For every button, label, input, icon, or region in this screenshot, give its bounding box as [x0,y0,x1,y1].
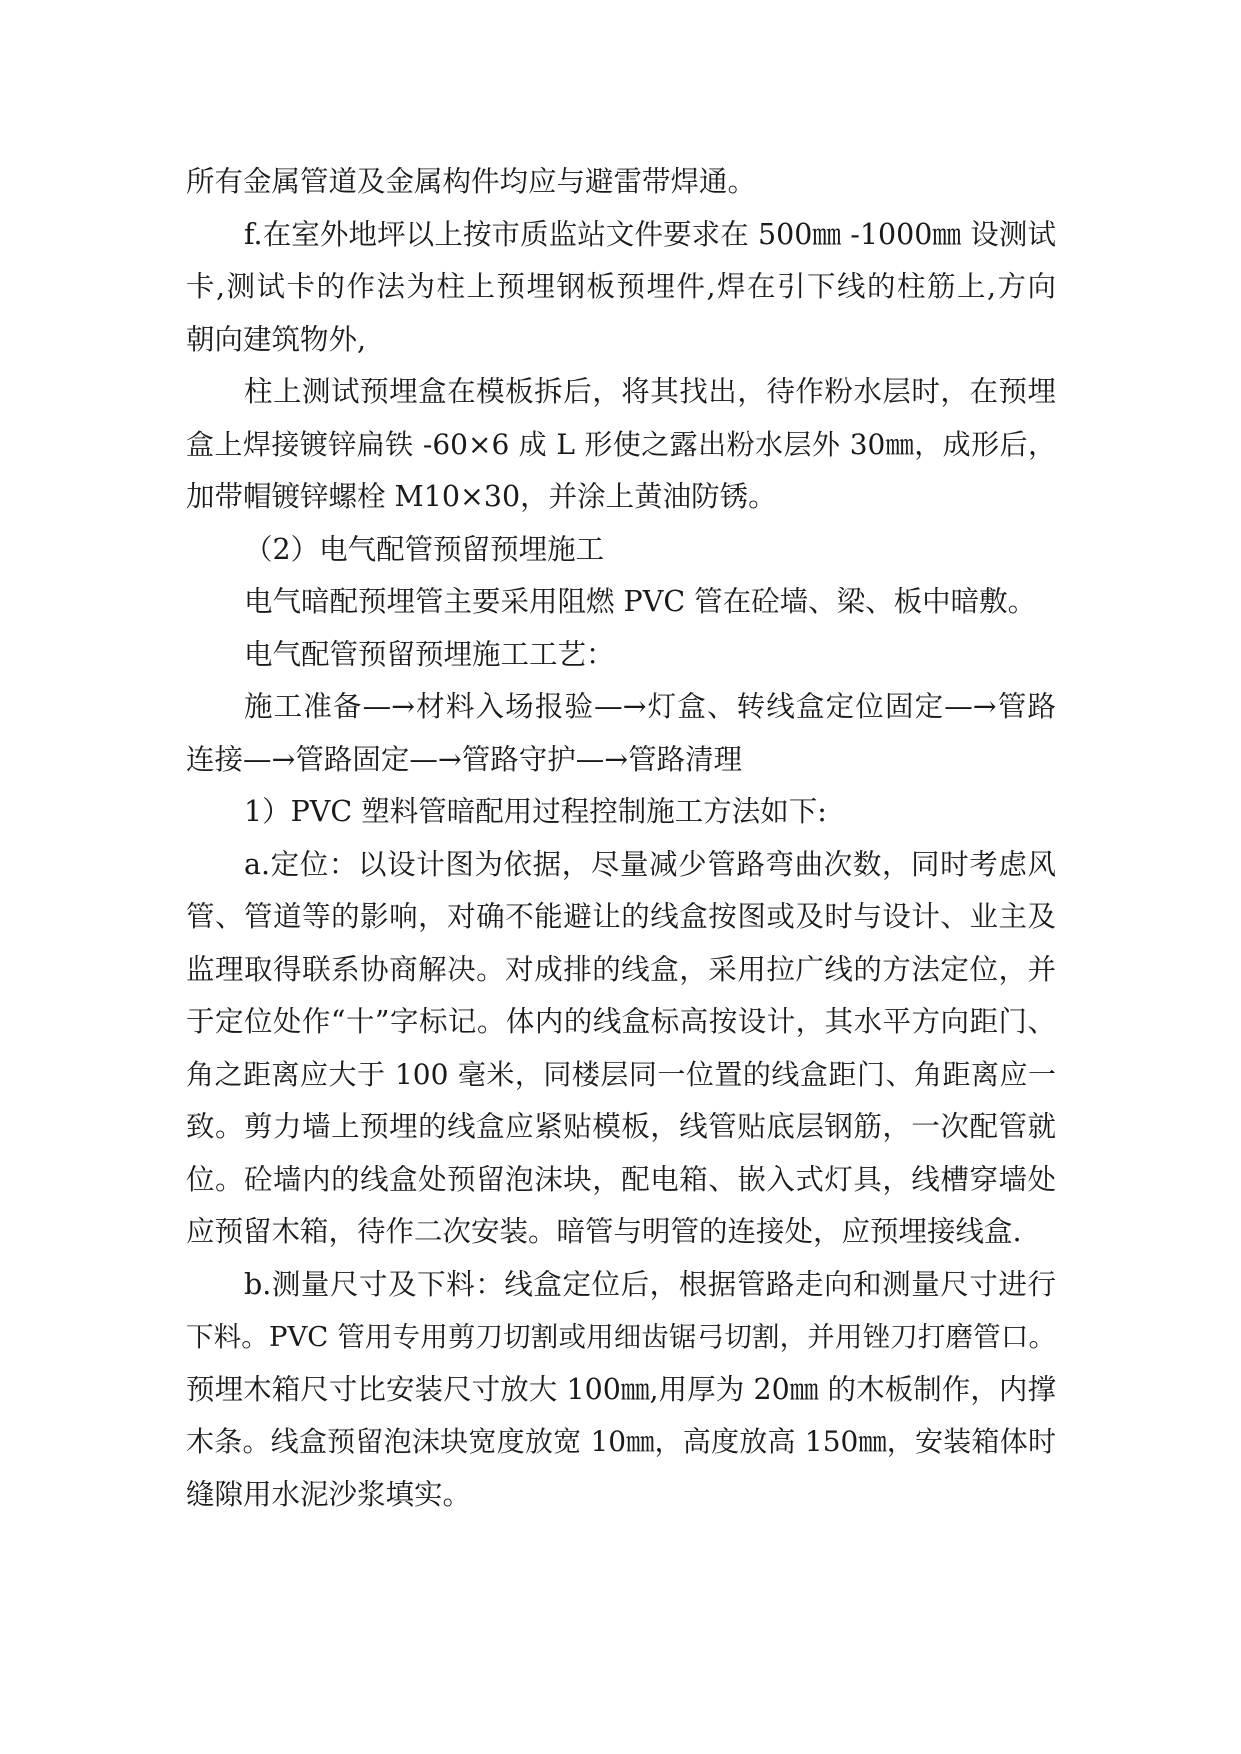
text-line: 所有金属管道及金属构件均应与避雷带焊通。 [186,165,757,198]
text-line: 柱上测试预埋盒在模板拆后，将其找出，待作粉水层时，在预埋 [244,375,1056,408]
document-body [186,156,1056,1521]
text-line: 缝隙用水泥沙浆填实。 [186,1477,472,1511]
text-line: 于定位处作“十”字标记。体内的线盒标高按设计，其水平方向距门、 [186,1005,1056,1038]
text-line: 电气暗配预埋管主要采用阻燃 PVC 管在砼墙、梁、板中暗敷。 [244,585,1037,618]
text-line: f.在室外地坪以上按市质监站文件要求在 500㎜ -1000㎜ 设测试 [244,217,1056,251]
text-line: 木条。线盒预留泡沫块宽度放宽 10㎜，高度放高 150㎜，安装箱体时 [186,1425,1056,1458]
text-line: 卡,测试卡的作法为柱上预埋钢板预埋件,焊在引下线的柱筋上,方向 [186,270,1056,303]
text-line: 位。砼墙内的线盒处预留泡沫块，配电箱、嵌入式灯具，线槽穿墙处 [186,1162,1056,1196]
text-line: 预埋木箱尺寸比安装尺寸放大 100㎜,用厚为 20㎜ 的木板制作，内撑 [186,1372,1056,1406]
text-line: 监理取得联系协商解决。对成排的线盒，采用拉广线的方法定位，并 [186,952,1056,986]
text-line: 朝向建筑物外, [186,322,367,356]
text-line: 应预留木箱，待作二次安装。暗管与明管的连接处，应预埋接线盒. [186,1215,1022,1248]
text-line: （2）电气配管预留预埋施工 [244,532,605,566]
text-line: 致。剪力墙上预埋的线盒应紧贴模板，线管贴底层钢筋，一次配管就 [186,1110,1056,1143]
text-line: 盒上焊接镀锌扁铁 -60×6 成 L 形使之露出粉水层外 30㎜，成形后， [186,427,1056,461]
text-line: 下料。PVC 管用专用剪刀切割或用细齿锯弓切割，并用锉刀打磨管口。 [186,1321,1056,1353]
text-line: 电气配管预留预埋施工工艺： [244,637,615,671]
text-line: 加带帽镀锌螺栓 M10×30，并涂上黄油防锈。 [186,480,777,513]
text-line: 连接—→管路固定—→管路守护—→管路清理 [186,742,743,776]
text-line: b.测量尺寸及下料：线盒定位后，根据管路走向和测量尺寸进行 [244,1267,1056,1301]
text-line: 角之距离应大于 100 毫米，同楼层同一位置的线盒距门、角距离应一 [186,1057,1056,1091]
text-line: a.定位：以设计图为依据，尽量减少管路弯曲次数，同时考虑风 [244,847,1056,881]
text-line: 施工准备—→材料入场报验—→灯盒、转线盒定位固定—→管路 [244,690,1056,723]
text-line: 管、管道等的影响，对确不能避让的线盒按图或及时与设计、业主及 [186,900,1056,933]
text-line: 1）PVC 塑料管暗配用过程控制施工方法如下: [244,795,827,828]
